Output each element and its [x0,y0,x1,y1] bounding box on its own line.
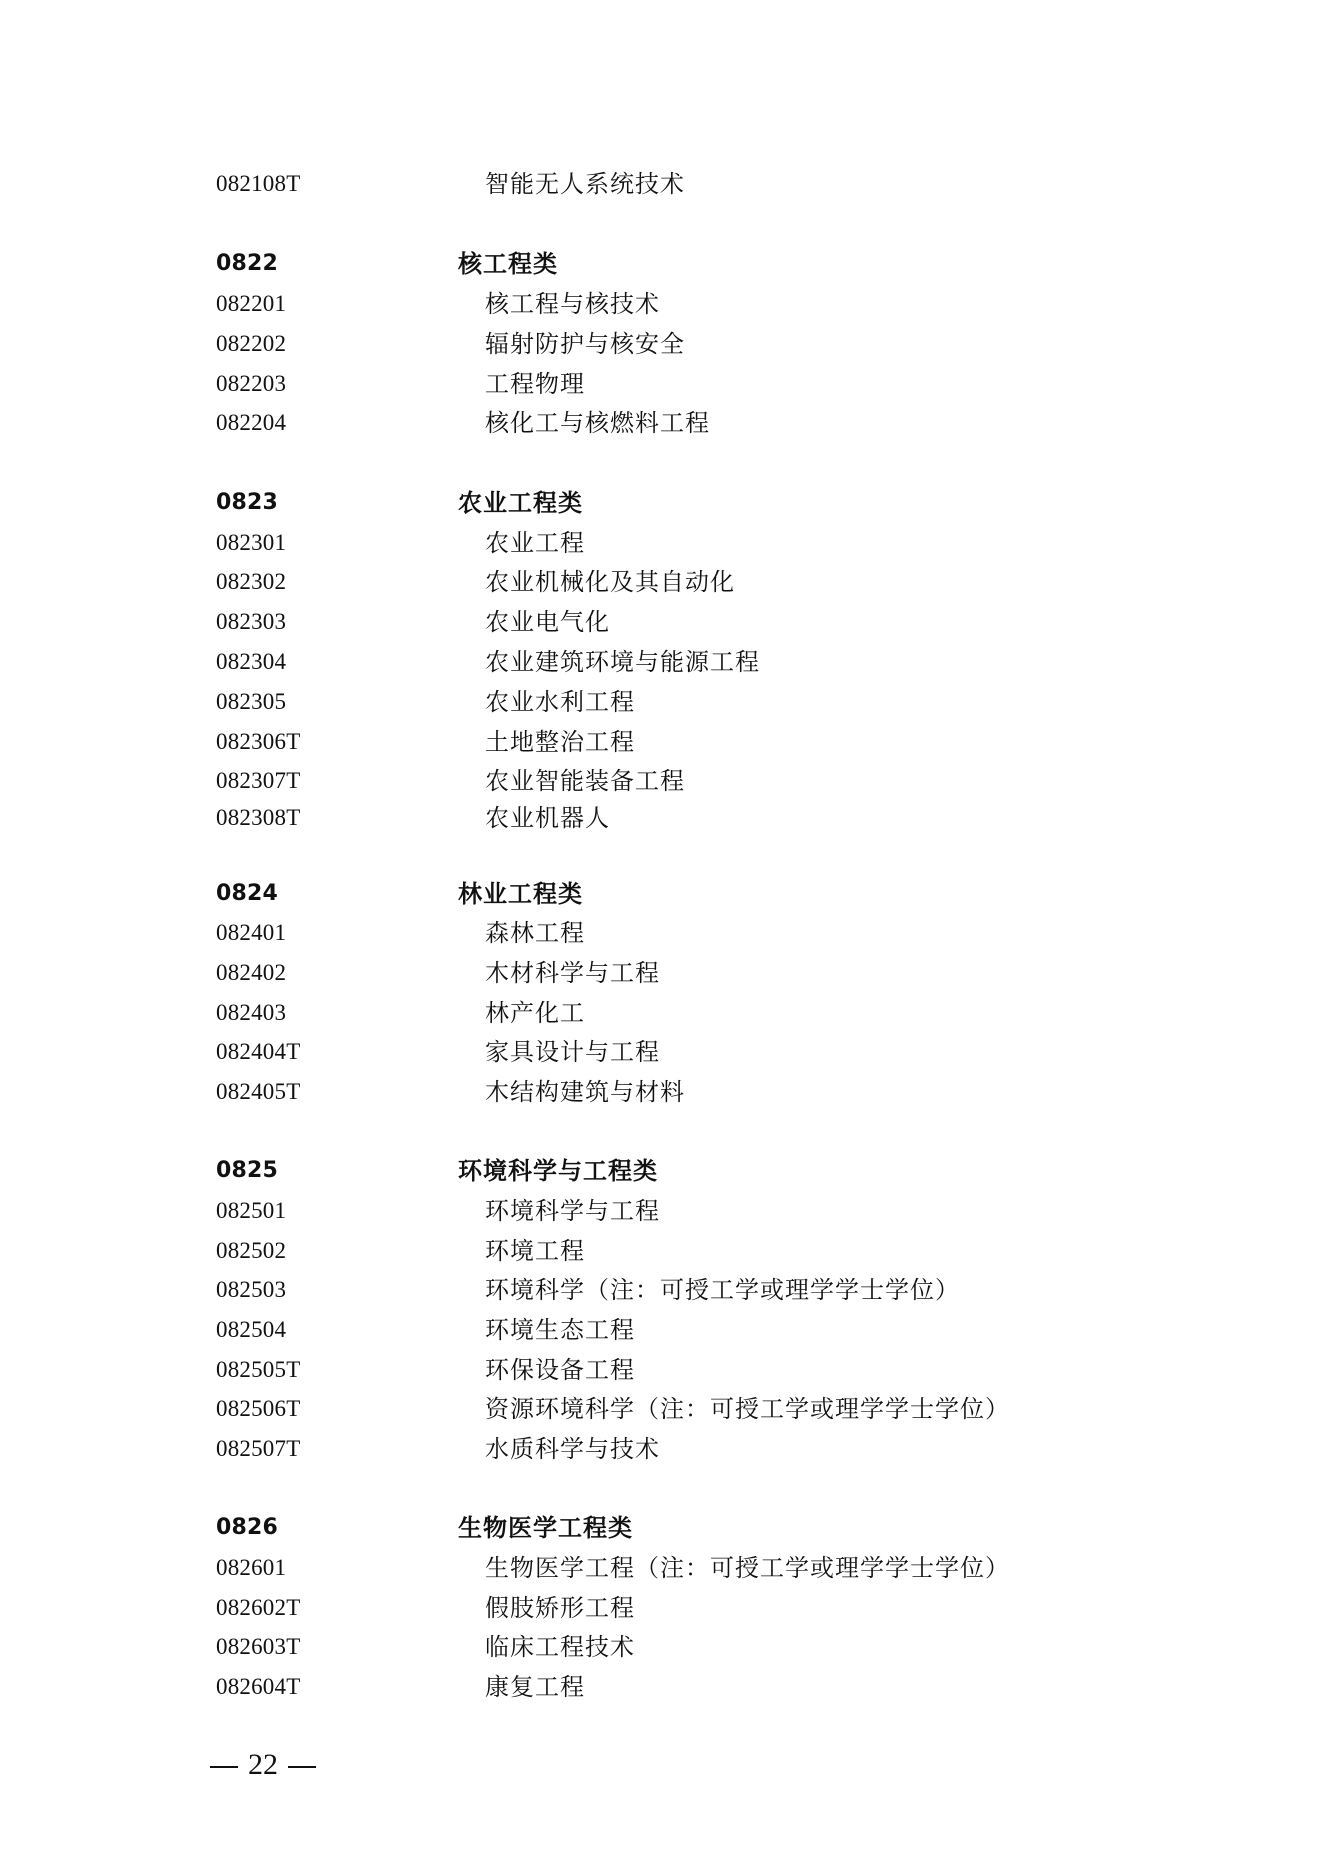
major-row [0,1429,1323,1469]
major-code: 082402 [216,960,287,985]
major-code: 082401 [216,920,287,945]
major-code: 082304 [216,649,287,674]
major-code: 082301 [216,530,287,555]
major-code: 082501 [216,1198,287,1223]
major-name: 临床工程技术 [485,1633,635,1661]
major-name: 农业水利工程 [485,688,635,716]
major-row [0,1389,1323,1429]
major-name: 生物医学工程（注：可授工学或理学学士学位） [485,1554,1010,1582]
major-code: 082306T [216,729,301,754]
category-row [0,874,1323,914]
major-code: 082403 [216,1000,287,1025]
major-row [0,642,1323,682]
category-code: 0826 [216,1515,279,1540]
major-row [0,1548,1323,1588]
page-number: 22 [248,1748,278,1781]
category-name: 林业工程类 [458,880,583,908]
major-name: 环境科学（注：可授工学或理学学士学位） [485,1276,960,1304]
major-code: 082305 [216,689,287,714]
major-code: 082203 [216,371,287,396]
major-row [0,164,1323,204]
major-code: 082504 [216,1317,287,1342]
major-code: 082502 [216,1238,287,1263]
major-row [0,913,1323,953]
major-row [0,324,1323,364]
major-code: 082308T [216,805,301,830]
major-name: 辐射防护与核安全 [485,330,685,358]
major-name: 资源环境科学（注：可授工学或理学学士学位） [485,1395,1010,1423]
major-name: 环保设备工程 [485,1356,635,1384]
major-name: 土地整治工程 [485,728,635,756]
major-row [0,523,1323,563]
category-code: 0825 [216,1158,279,1183]
major-code: 082405T [216,1079,301,1104]
major-row [0,602,1323,642]
category-name: 核工程类 [458,250,558,278]
major-name: 农业机械化及其自动化 [485,568,735,596]
category-name: 农业工程类 [458,489,583,517]
major-name: 农业电气化 [485,608,610,636]
major-name: 环境工程 [485,1237,585,1265]
category-row [0,483,1323,523]
major-code: 082204 [216,410,287,435]
major-name: 智能无人系统技术 [485,170,685,198]
category-row [0,1508,1323,1548]
major-code: 082303 [216,609,287,634]
major-code: 082506T [216,1396,301,1421]
major-code: 082302 [216,569,287,594]
category-code: 0823 [216,490,279,515]
major-code: 082507T [216,1436,301,1461]
major-row [0,1032,1323,1072]
major-row [0,761,1323,801]
major-row [0,1231,1323,1271]
category-name: 环境科学与工程类 [458,1157,658,1185]
category-row [0,1151,1323,1191]
major-name: 环境生态工程 [485,1316,635,1344]
category-code: 0822 [216,251,279,276]
footer-left-dash [210,1766,238,1768]
category-row [0,244,1323,284]
major-name: 农业建筑环境与能源工程 [485,648,760,676]
major-row [0,953,1323,993]
major-code: 082503 [216,1277,287,1302]
major-row [0,1667,1323,1707]
major-name: 木材科学与工程 [485,959,660,987]
major-code: 082108T [216,171,301,196]
major-code: 082505T [216,1357,301,1382]
major-row [0,1191,1323,1231]
major-row [0,1072,1323,1112]
major-name: 家具设计与工程 [485,1038,660,1066]
major-code: 082601 [216,1555,287,1580]
major-row [0,993,1323,1033]
major-row [0,562,1323,602]
major-name: 森林工程 [485,919,585,947]
major-name: 假肢矫形工程 [485,1594,635,1622]
major-row [0,364,1323,404]
major-row [0,1588,1323,1628]
major-row [0,722,1323,762]
major-row [0,403,1323,443]
page-footer [200,1745,326,1785]
major-name: 康复工程 [485,1673,585,1701]
major-row [0,284,1323,324]
major-row [0,1627,1323,1667]
major-name: 核工程与核技术 [485,290,660,318]
major-code: 082307T [216,768,301,793]
major-row [0,1350,1323,1390]
category-name: 生物医学工程类 [458,1514,633,1542]
major-name: 核化工与核燃料工程 [485,409,710,437]
footer-right-dash [288,1766,316,1768]
major-name: 林产化工 [485,999,585,1027]
major-code: 082202 [216,331,287,356]
major-row [0,682,1323,722]
category-code: 0824 [216,881,279,906]
major-name: 农业机器人 [485,804,610,832]
major-code: 082603T [216,1634,301,1659]
major-code: 082201 [216,291,287,316]
major-row [0,798,1323,838]
major-code: 082604T [216,1674,301,1699]
major-name: 木结构建筑与材料 [485,1078,685,1106]
major-code: 082404T [216,1039,301,1064]
major-row [0,1270,1323,1310]
major-name: 农业工程 [485,529,585,557]
major-name: 农业智能装备工程 [485,767,685,795]
major-row [0,1310,1323,1350]
major-name: 水质科学与技术 [485,1435,660,1463]
major-name: 工程物理 [485,370,585,398]
major-code: 082602T [216,1595,301,1620]
major-name: 环境科学与工程 [485,1197,660,1225]
